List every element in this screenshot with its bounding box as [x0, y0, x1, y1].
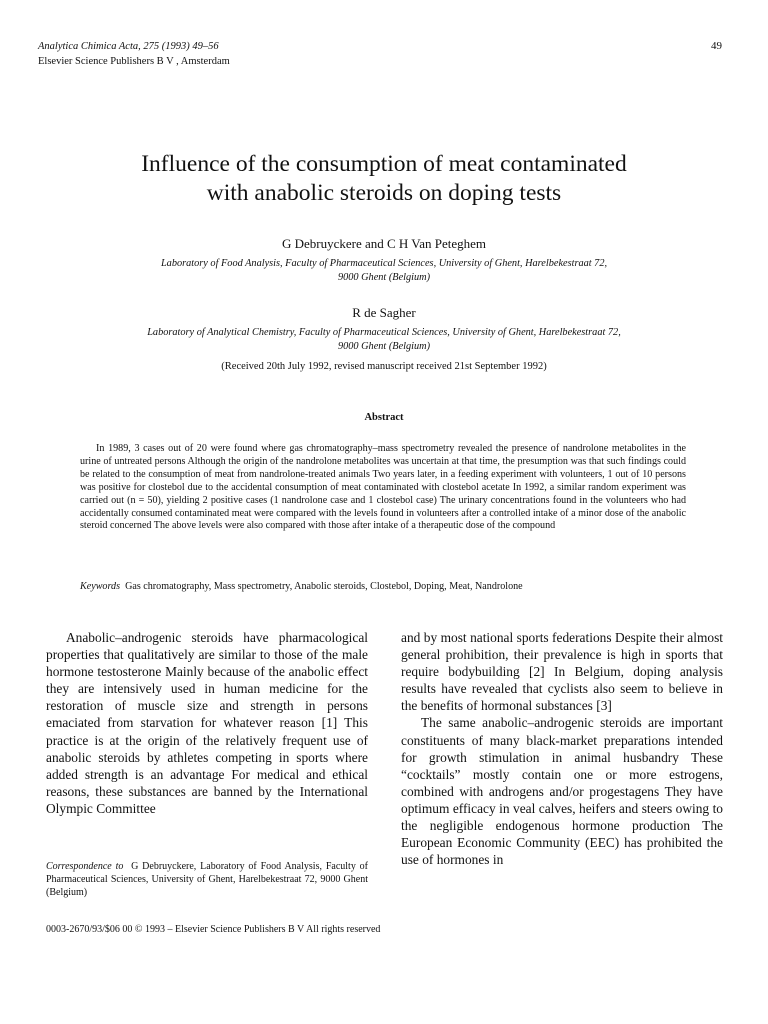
keywords-list: Gas chromatography, Mass spectrometry, Anabolic steroids, Clostebol, Doping, Meat, Nandrolone	[125, 581, 523, 592]
keywords	[80, 580, 686, 593]
received-dates: (Received 20th July 1992, revised manuscript received 21st September 1992)	[221, 361, 547, 372]
affiliation-1-line-1: Laboratory of Food Analysis, Faculty of Pharmaceutical Sciences, University of Ghent, Harelbekestraat 72,	[160, 258, 608, 269]
page-number: 49	[711, 40, 722, 52]
copyright-line: 0003-2670/93/$06 00 © 1993 – Elsevier Science Publishers B V All rights reserved	[46, 924, 381, 935]
title-line-1: Influence of the consumption of meat contaminated	[141, 151, 627, 177]
correspondence-text: G Debruyckere, Laboratory of Food Analysis, Faculty of Pharmaceutical Sciences, University of Ghent, Harelbekestraat 72, 9000 Ghent (Belgium)	[46, 861, 368, 898]
authors-group-2: R de Sagher	[352, 305, 416, 320]
authors-group-1: G Debruyckere and C H Van Peteghem	[281, 236, 487, 251]
keywords-label: Keywords	[80, 581, 121, 592]
affiliation-1	[80, 257, 688, 285]
affiliation-2	[80, 326, 688, 354]
abstract-heading: Abstract	[364, 412, 404, 423]
correspondence-note	[46, 860, 368, 899]
title-line-2: with anabolic steroids on doping tests	[206, 180, 562, 206]
abstract-text: In 1989, 3 cases out of 20 were found where gas chromatography–mass spectrometry revealed the presence of nandrolone metabolites in the urine of untreated persons Although the origin of the nandrolone metabolites was uncertain at that time, the presumption was that such findings could be related to the consumption of meat from nandrolone-treated animals Two years later, in a feeding experiment with volunteers, 1 out of 10 persons was positive for clostebol due to the accidental consumption of meat contaminated with clostebol acetate In 1992, a similar random experiment was carried out (n = 50), yielding 2 positive cases (1 nandrolone case and 1 clostebol case) The urinary concentrations found in the volunteers who had accidentally consumed contaminated meat were compared with the levels found in volunteers after a controlled intake of a minor dose of the anabolic steroid concerned The above levels were also compared with those after intake of a therapeutic dose of the compound	[80, 443, 686, 532]
article-title	[40, 150, 728, 208]
journal-citation: Analytica Chimica Acta, 275 (1993) 49–56	[38, 41, 219, 52]
body-column-left	[46, 629, 368, 817]
affiliation-2-line-1: Laboratory of Analytical Chemistry, Faculty of Pharmaceutical Sciences, University of Ghent, Harelbekestraat 72,	[147, 327, 621, 338]
body-column-right	[401, 629, 723, 901]
body-paragraph-continued: and by most national sports federations Despite their almost general prohibition, their prevalence is high in sports that require bodybuilding [2] In Belgium, doping analysis results have revealed that cyclists also seem to believe in the benefits of hormonal substances [3]	[401, 630, 723, 714]
body-paragraph: The same anabolic–androgenic steroids are important constituents of many black-market preparations intended for growth stimulation in animal husbandry These “cocktails” mostly contain one or more estrogens, combined with androgens and/or progestagens They have optimum efficacy in veal calves, heifers and steers owing to the negligible endogenous hormone production The European Economic Community (EEC) has prohibited the use of hormones in	[401, 715, 723, 868]
publisher-line: Elsevier Science Publishers B V , Amsterdam	[38, 56, 230, 67]
body-paragraph: Anabolic–androgenic steroids have pharmacological properties that qualitatively are similar to those of the male hormone testosterone Mainly because of the anabolic effect they are intensively used in human medicine for the restoration of muscle size and strength in persons emaciated from starvation for whatever reason [1] This practice is at the origin of the relatively frequent use of anabolic steroids by athletes competing in sports where added strength is an advantage For medical and ethical reasons, these substances are banned by the International Olympic Committee	[46, 630, 368, 816]
affiliation-2-line-2: 9000 Ghent (Belgium)	[337, 341, 431, 352]
correspondence-label: Correspondence to	[46, 861, 124, 872]
affiliation-1-line-2: 9000 Ghent (Belgium)	[337, 272, 431, 283]
